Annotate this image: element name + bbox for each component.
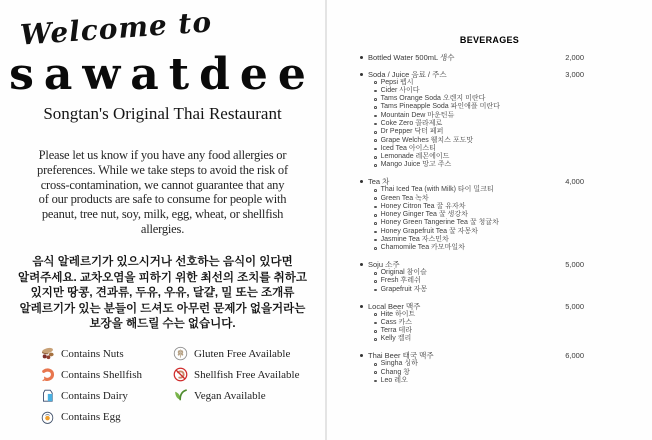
legend-label: Contains Shellfish [61, 368, 142, 381]
legend-label: Contains Dairy [61, 389, 128, 402]
menu-group [360, 70, 584, 170]
menu-sub-item-name: Mango Juice 망고 주스 [380, 161, 452, 169]
menu-item-name: Local Beer 맥주 [368, 301, 421, 311]
menu-item-name: Soju 소주 [368, 260, 400, 270]
sub-bullet-icon [374, 280, 377, 283]
menu-sub-item-name: Cider 사이다 [380, 86, 420, 94]
menu-sub-item [374, 128, 584, 136]
menu-sub-item-name: Chamomile Tea 카모마일차 [380, 244, 465, 252]
legend-label: Vegan Available [194, 389, 266, 402]
sub-bullet-icon [374, 131, 377, 134]
menu-group [360, 177, 584, 252]
sub-bullet-icon [374, 380, 377, 383]
menu-item-name: Tea 차 [368, 177, 390, 187]
paragraph-line-en: of our products are safe to consume for people with [38, 192, 287, 207]
paragraph-line-en: preferences. While we take steps to avoid the risk of [37, 162, 288, 177]
menu-sub-item [374, 244, 584, 252]
menu-item-name: Bottled Water 500mL 생수 [368, 53, 455, 62]
menu-group [360, 53, 584, 62]
sub-bullet-icon [374, 197, 377, 200]
menu-sub-item [374, 360, 584, 368]
menu-sub-item-name: Pepsi 펩시 [380, 78, 414, 86]
menu-item-price: 2,000 [565, 53, 584, 62]
menu-sub-item-name: Leo 레오 [380, 376, 408, 384]
paragraph-line-en: Please let us know if you have any food allergies or [38, 148, 287, 162]
menu-item-price: 5,000 [565, 260, 584, 270]
nuts-icon [40, 346, 55, 361]
vegan-icon [173, 388, 188, 403]
sub-bullet-icon [374, 90, 377, 93]
welcome-script-title: Welcome to [19, 5, 214, 52]
menu-sub-item-name: Kelly 켈리 [380, 335, 412, 343]
sub-bullet-icon [374, 363, 377, 366]
menu-group [360, 260, 584, 294]
menu-sub-item-name: Honey Grapefruit Tea 꿀 자몽차 [380, 227, 478, 235]
sub-bullet-icon [374, 81, 377, 84]
menu-sub-item-name: Coke Zero 콜라제로 [380, 119, 443, 127]
menu-sub-item-name: Lemonade 레몬에이드 [380, 153, 450, 161]
menu-sub-item-name: Dr Pepper 닥터 페퍼 [380, 128, 444, 136]
menu-item [360, 351, 584, 360]
menu-sub-item [374, 335, 584, 343]
menu-item [360, 53, 584, 62]
beverage-list [360, 53, 584, 385]
paragraph-line-ko: 보장을 해드릴 수는 없습니다. [89, 318, 236, 331]
legend-label: Shellfish Free Available [194, 368, 300, 381]
menu-sub-item-name: Tams Orange Soda 오렌지 미란다 [380, 95, 486, 103]
menu-sub-item-name: Honey Ginger Tea 꿀 생강차 [380, 211, 468, 219]
menu-sub-item-name: Tams Pineapple Soda 파인애플 미란다 [380, 103, 500, 111]
menu-sub-item [374, 228, 584, 236]
sub-bullet-icon [374, 272, 377, 275]
menu-group [360, 351, 584, 385]
menu-sub-item-name: Green Tea 녹차 [380, 194, 429, 202]
paragraph-line-ko: 음식 알레르기가 있으시거나 선호하는 음식이 있다면 [32, 256, 293, 268]
sub-bullet-icon [374, 148, 377, 151]
menu-sub-item [374, 112, 584, 120]
menu-sub-item-name: Fresh 후레쉬 [380, 277, 421, 285]
menu-item [360, 302, 584, 311]
sub-bullet-icon [374, 123, 377, 126]
sub-bullet-icon [374, 164, 377, 167]
menu-sub-item [374, 79, 584, 87]
dairy-icon [40, 388, 55, 403]
legend-label: Contains Nuts [61, 347, 124, 360]
menu-item-price: 5,000 [565, 301, 584, 311]
allergy-ko [0, 255, 325, 333]
legend-item [173, 343, 300, 364]
sub-bullet-icon [374, 206, 377, 209]
menu-item-name: Soda / Juice 음료 / 주스 [368, 69, 447, 79]
menu-sub-item-name: Honey Citron Tea 꿀 유자차 [380, 202, 466, 210]
menu-sub-item-name: Original 참이슬 [380, 269, 427, 277]
sub-bullet-icon [374, 98, 377, 101]
legend-item [40, 385, 142, 406]
menu-sub-item-name: Jasmine Tea 자스민차 [380, 236, 449, 244]
gluten-free-icon [173, 346, 188, 361]
menu-item-name: Thai Beer 태국 맥주 [368, 351, 434, 361]
menu-group [360, 302, 584, 344]
bullet-icon [360, 263, 363, 266]
paragraph-line-en: cross-contamination, we cannot guarantee that any [40, 177, 285, 192]
menu-item [360, 70, 584, 79]
sub-bullet-icon [374, 338, 377, 341]
menu-sub-item-name: Cass 카스 [380, 318, 413, 326]
sub-bullet-icon [374, 231, 377, 234]
legend-label: Gluten Free Available [194, 347, 291, 360]
menu-item-price: 6,000 [565, 351, 584, 361]
paragraph-line-ko: 알려주세요. 교차오염을 피하기 위한 최선의 조치를 취하고 [18, 271, 307, 284]
bullet-icon [360, 180, 363, 183]
menu-sub-item [374, 286, 584, 294]
menu-sub-item-name: Terra 테라 [380, 327, 413, 335]
sub-bullet-icon [374, 247, 377, 250]
paragraph-line-en: allergies. [140, 221, 185, 236]
sub-bullet-icon [374, 106, 377, 109]
menu-sub-item [374, 377, 584, 385]
menu-sub-item [374, 277, 584, 285]
legend-left [40, 343, 142, 428]
intro-page [0, 0, 325, 440]
shellfish-icon [40, 367, 55, 382]
menu-sub-item [374, 87, 584, 95]
menu-sub-item [374, 369, 584, 377]
menu-sub-item [374, 103, 584, 111]
menu-sub-item-name: Thai Iced Tea (with Milk) 타이 밀크티 [380, 186, 494, 194]
shellfish-free-icon [173, 367, 188, 382]
sub-bullet-icon [374, 371, 377, 374]
beverages-section-title: BEVERAGES [459, 35, 520, 45]
paragraph-line-ko: 있지만 땅콩, 견과류, 두유, 우유, 달걀, 밀 또는 조개류 [30, 287, 295, 300]
legend-label: Contains Egg [61, 411, 121, 424]
menu-sub-item [374, 186, 584, 194]
paragraph-line-ko: 알레르기가 있는 분들이 드셔도 아무런 문제가 없을거라는 [19, 302, 306, 315]
menu-sub-item-name: Grape Welches 웰치스 포도맛 [380, 136, 474, 144]
bullet-icon [360, 73, 363, 76]
restaurant-name-title: sawatdee [9, 49, 316, 100]
menu-sub-item [374, 311, 584, 319]
sub-bullet-icon [374, 289, 377, 292]
paragraph-line-en: peanut, tree nut, soy, milk, egg, wheat, or shellfish [41, 207, 284, 222]
menu-sub-item-name: Chang 창 [380, 368, 410, 376]
legend-item [40, 407, 142, 428]
sub-bullet-icon [374, 330, 377, 333]
sub-bullet-icon [374, 313, 377, 316]
legend-item [173, 364, 300, 385]
legend-item [40, 364, 142, 385]
menu-item-price: 4,000 [565, 177, 584, 187]
allergy-en [0, 148, 325, 237]
menu-sub-item [374, 319, 584, 327]
menu-sub-item [374, 145, 584, 153]
menu-sub-item [374, 195, 584, 203]
bullet-icon [360, 305, 363, 308]
menu-sub-item-name: Iced Tea 아이스티 [380, 144, 436, 152]
sub-bullet-icon [374, 322, 377, 325]
legend-right [173, 343, 300, 407]
bullet-icon [360, 56, 363, 59]
menu-sub-item-name: Singha 싱하 [380, 360, 418, 368]
menu-item [360, 260, 584, 269]
menu-item-price: 3,000 [565, 69, 584, 79]
sub-bullet-icon [374, 239, 377, 242]
menu-sub-item-name: Mountain Dew 마운틴듀 [380, 111, 455, 119]
restaurant-tagline: Songtan's Original Thai Restaurant [43, 104, 282, 123]
legend-item [40, 343, 142, 364]
menu-sub-item [374, 203, 584, 211]
menu-item [360, 177, 584, 186]
sub-bullet-icon [374, 156, 377, 159]
beverages-page [327, 0, 652, 440]
sub-bullet-icon [374, 115, 377, 118]
bullet-icon [360, 354, 363, 357]
menu-sub-item-name: Hite 하이트 [380, 310, 416, 318]
sub-bullet-icon [374, 139, 377, 142]
sub-bullet-icon [374, 214, 377, 217]
menu-sub-item-name: Honey Green Tangerine Tea 꿀 청귤차 [380, 219, 499, 227]
menu-sub-item-name: Grapefruit 자몽 [380, 285, 428, 293]
egg-icon [40, 410, 55, 425]
legend-item [173, 385, 300, 406]
menu-sub-item [374, 137, 584, 145]
sub-bullet-icon [374, 189, 377, 192]
menu-sub-item [374, 219, 584, 227]
sub-bullet-icon [374, 222, 377, 225]
menu-sub-item [374, 161, 584, 169]
